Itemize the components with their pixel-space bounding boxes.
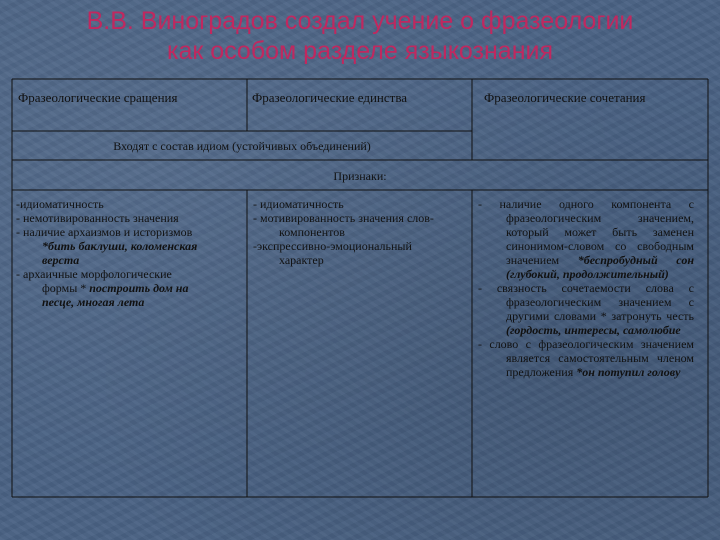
feature-text: - наличие одного компонента с фразеологическим значением, который может быть заменен синонимом-словом со свободным значением bbox=[478, 197, 694, 267]
feature-paragraph bbox=[478, 197, 694, 281]
feature-line: - немотивированность значения bbox=[16, 211, 179, 225]
feature-line: - архаичные морфологические bbox=[16, 267, 172, 281]
example-text: построить дом на bbox=[89, 281, 189, 295]
header-fused-idioms: Фразеологические сращения bbox=[18, 90, 178, 105]
column-unities-features bbox=[253, 197, 469, 267]
header-idiomatic-unities: Фразеологические единства bbox=[252, 90, 408, 105]
example-text: (гордость, интересы, самолюбие bbox=[506, 323, 681, 337]
example-line: песце, многая лета bbox=[42, 295, 145, 309]
features-label: Признаки: bbox=[333, 169, 387, 183]
title-line-1: В.В. Виноградов создал учение о фразеологии bbox=[86, 7, 634, 35]
header-combinations: Фразеологические сочетания bbox=[484, 90, 646, 105]
idioms-note: Входят с состав идиом (устойчивых объединений) bbox=[113, 139, 371, 153]
feature-paragraph bbox=[478, 281, 694, 337]
example-line: верста bbox=[42, 253, 80, 267]
feature-paragraph bbox=[478, 337, 694, 379]
title-line-2: как особом разделе языкознания bbox=[166, 37, 554, 65]
feature-line: - мотивированность значения слов- bbox=[253, 211, 434, 225]
feature-line: компонентов bbox=[279, 225, 345, 239]
example-text: *беспробудный сон (глубокий, продолжительный) bbox=[506, 253, 694, 281]
example-text: *он потупил голову bbox=[576, 365, 681, 379]
column-combinations-features bbox=[478, 197, 694, 379]
feature-text: - связность сочетаемости слова с фразеологическим значением с другими словами * затронуть честь bbox=[478, 281, 694, 323]
feature-line bbox=[16, 281, 244, 295]
feature-line: - идиоматичность bbox=[253, 197, 344, 211]
feature-text: формы * bbox=[42, 281, 90, 295]
feature-line: -экспрессивно-эмоциональный bbox=[253, 239, 412, 253]
example-line: *бить баклуши, коломенская bbox=[42, 239, 198, 253]
slide-title bbox=[0, 6, 720, 66]
feature-line: характер bbox=[279, 253, 324, 267]
feature-line: -идиоматичность bbox=[16, 197, 104, 211]
column-fused-features bbox=[16, 197, 244, 309]
feature-text: - слово с фразеологическим значением является самостоятельным членом предложения bbox=[478, 337, 694, 379]
feature-line: - наличие архаизмов и историзмов bbox=[16, 225, 193, 239]
